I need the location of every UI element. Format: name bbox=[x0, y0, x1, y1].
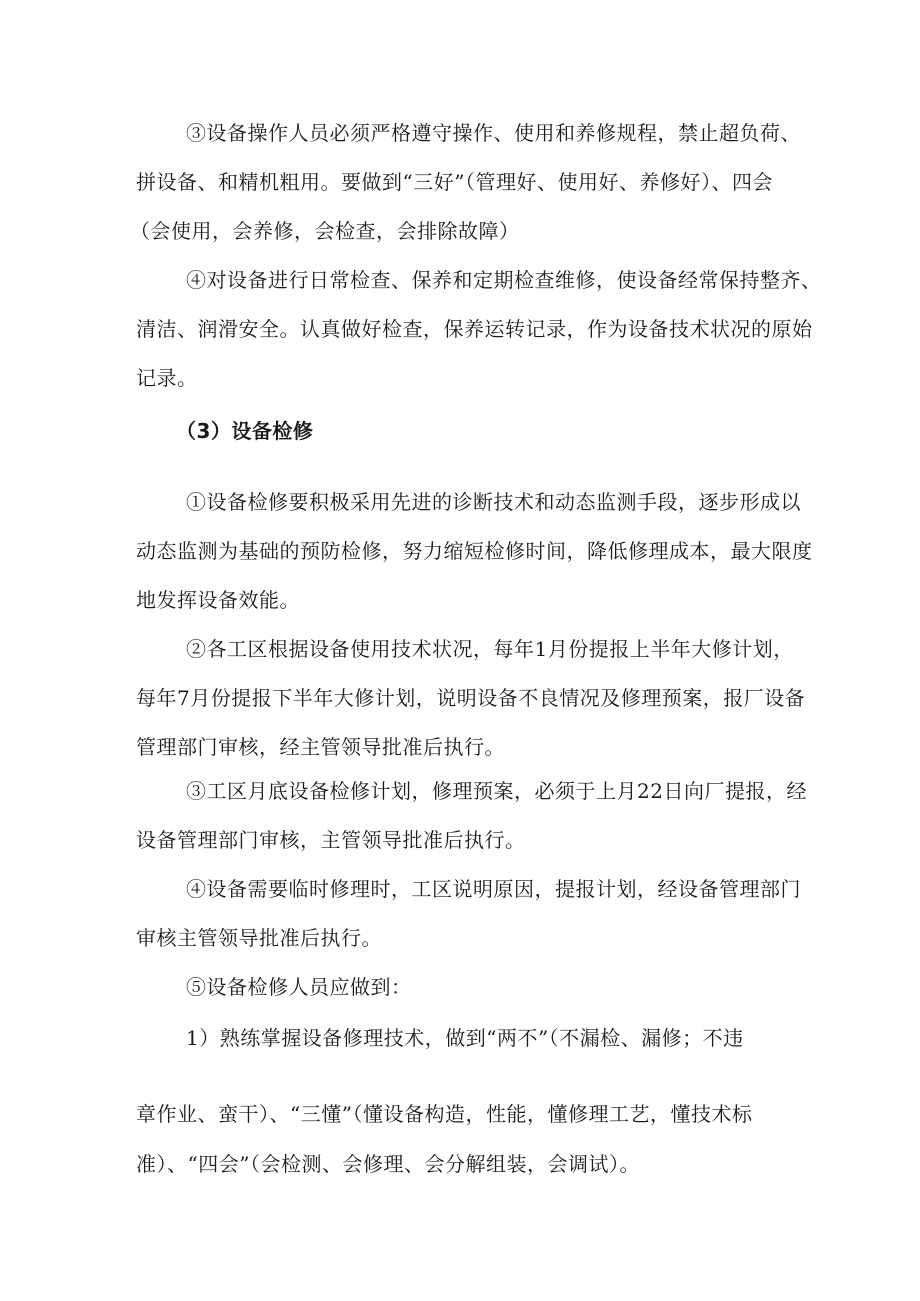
paragraph-line: 设备管理部门审核，主管领导批准后执行。 bbox=[136, 828, 526, 852]
paragraph-line: ④对设备进行日常检查、保养和定期检查维修，使设备经常保持整齐、 bbox=[186, 268, 822, 292]
paragraph-line: 拼设备、和精机粗用。要做到“三好”（管理好、使用好、养修好）、四会 bbox=[136, 170, 773, 194]
list-item-line: 准）、“四会”（会检测、会修理、会分解组装，会调试）。 bbox=[136, 1152, 640, 1176]
paragraph-line: 地发挥设备效能。 bbox=[136, 588, 300, 612]
paragraph-line: 审核主管领导批准后执行。 bbox=[136, 926, 382, 950]
paragraph-line: （会使用，会养修，会检查，会排除故障） bbox=[130, 219, 520, 243]
paragraph-line: 记录。 bbox=[136, 366, 198, 390]
paragraph-line: 清洁、润滑安全。认真做好检查，保养运转记录，作为设备技术状况的原始 bbox=[136, 317, 813, 341]
paragraph-line: ③设备操作人员必须严格遵守操作、使用和养修规程，禁止超负荷、 bbox=[186, 121, 801, 145]
paragraph-line: ①设备检修要积极采用先进的诊断技术和动态监测手段，逐步形成以 bbox=[186, 490, 801, 514]
paragraph-line: 管理部门审核，经主管领导批准后执行。 bbox=[136, 735, 505, 759]
paragraph-line: 动态监测为基础的预防检修，努力缩短检修时间，降低修理成本，最大限度 bbox=[136, 539, 813, 563]
list-item-line: 章作业、蛮干）、“三懂”（懂设备构造，性能，懂修理工艺，懂技术标 bbox=[136, 1102, 753, 1126]
paragraph-line: ③工区月底设备检修计划，修理预案，必须于上月22日向厂提报，经 bbox=[186, 779, 807, 803]
paragraph-line: ⑤设备检修人员应做到： bbox=[186, 975, 412, 999]
paragraph-line: ②各工区根据设备使用技术状况，每年1月份提报上半年大修计划， bbox=[186, 637, 794, 661]
paragraph-line: 每年7月份提报下半年大修计划，说明设备不良情况及修理预案，报厂设备 bbox=[136, 686, 806, 710]
section-heading: （3）设备检修 bbox=[176, 419, 314, 443]
list-item-line: 1）熟练掌握设备修理技术，做到“两不”（不漏检、漏修；不违 bbox=[186, 1026, 744, 1050]
paragraph-line: ④设备需要临时修理时，工区说明原因，提报计划，经设备管理部门 bbox=[186, 877, 801, 901]
